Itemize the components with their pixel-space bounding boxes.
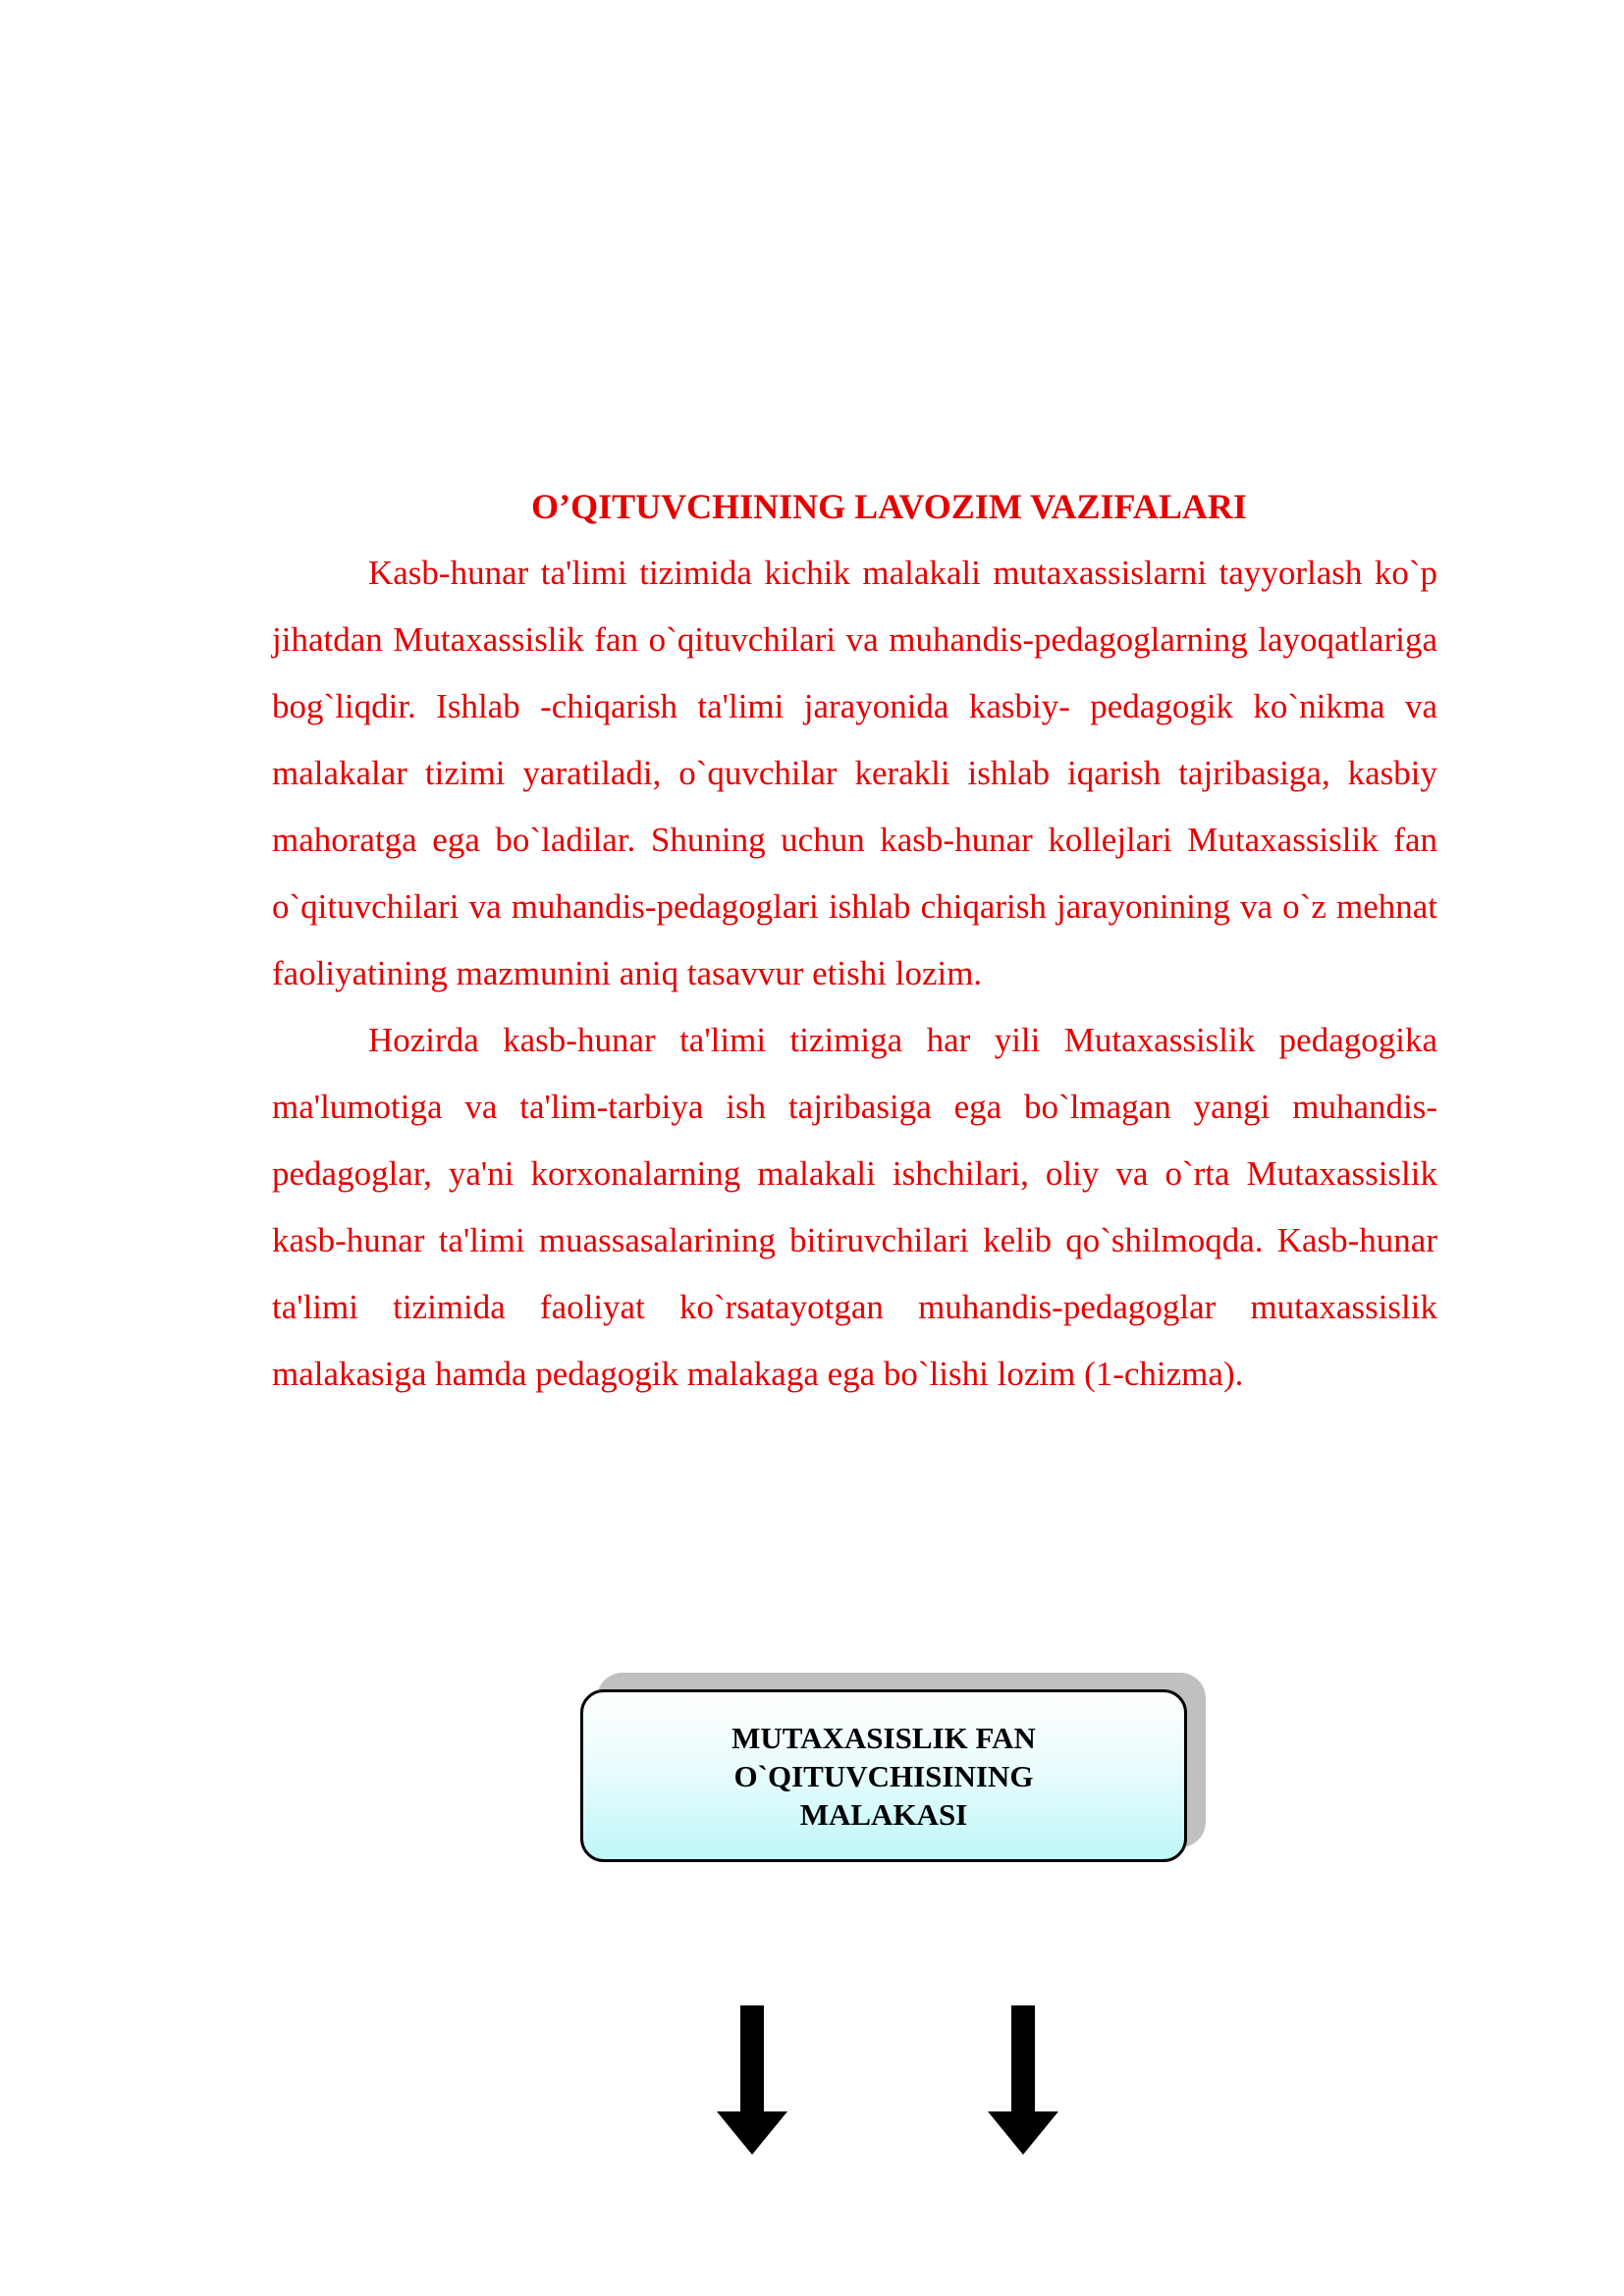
- arrow-down-icon: [988, 2005, 1058, 2155]
- paragraph-1: Kasb-hunar ta'limi tizimida kichik malakali mutaxassislarni tayyorlash ko`p jihatdan Mutaxassislik fan o`qituvchilari va muhandis-pedagoglarning layoqatlariga bog`liqdir. Ishlab -chiqarish ta'limi jarayonida kasbiy- pedagogik ko`nikma va malakalar tizimi yaratiladi, o`quvchilar kerakli ishlab iqarish tajribasiga, kasbiy mahoratga ega bo`ladilar. Shuning uchun kasb-hunar kollejlari Mutaxassislik fan o`qituvchilari va muhandis-pedagoglari ishlab chiqarish jarayonining va o`z mehnat faoliyatining mazmunini aniq tasavvur etishi lozim.: [272, 554, 1437, 992]
- paragraph-2: Hozirda kasb-hunar ta'limi tizimiga har yili Mutaxassislik pedagogika ma'lumotiga va ta'lim-tarbiya ish tajribasiga ega bo`lmagan yangi muhandis-pedagoglar, ya'ni korxonalarning malakali ishchilari, oliy va o`rta Mutaxassislik kasb-hunar ta'limi muassasalarining bitiruvchilari kelib qo`shilmoqda. Kasb-hunar ta'limi tizimida faoliyat ko`rsatayotgan muhandis-pedagoglar mutaxassislik malakasiga hamda pedagogik malakaga ega bo`lishi lozim (1-chizma).: [272, 1021, 1437, 1393]
- page-title: O’QITUVCHINING LAVOZIM VAZIFALARI: [531, 487, 1247, 526]
- body-text: [272, 540, 1437, 1408]
- arrow-down-icon: [717, 2005, 787, 2155]
- diagram-box-label: MUTAXASISLIK FAN O`QITUVCHISINING MALAKASI: [731, 1720, 1036, 1832]
- diagram-box: [580, 1689, 1187, 1862]
